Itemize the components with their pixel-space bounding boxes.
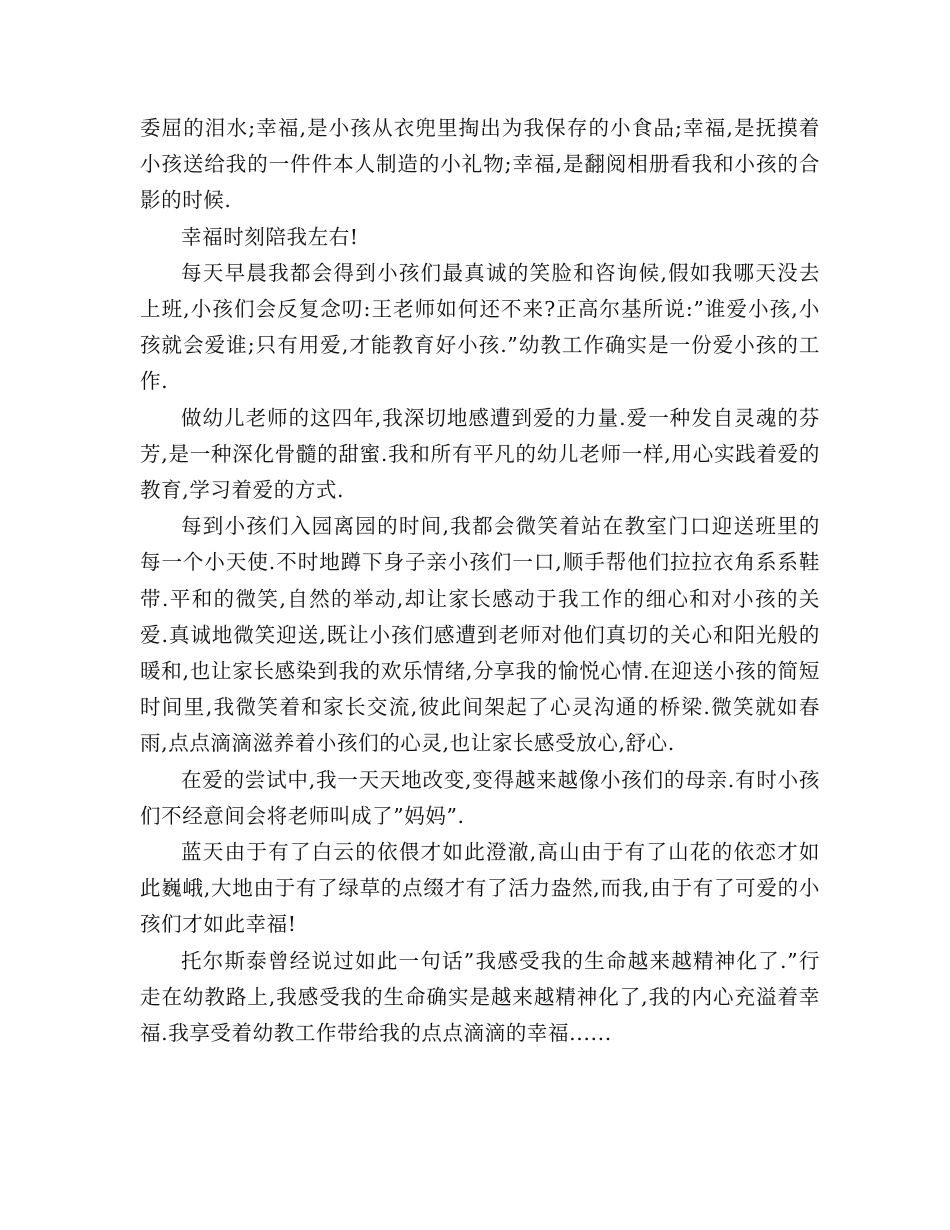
paragraph-7: 蓝天由于有了白云的依偎才如此澄澈,高山由于有了山花的依恋才如此巍峨,大地由于有了绿草的点缀才有了活力盎然,而我,由于有了可爱的小孩们才如此幸福! [140,840,820,937]
paragraph-8: 托尔斯泰曾经说过如此一句话”我感受我的生命越来越精神化了.”行走在幼教路上,我感受我的生命确实是越来越精神化了,我的内心充溢着幸福.我享受着幼教工作带给我的点点滴滴的幸福...... [140,948,820,1046]
paragraph-5: 每到小孩们入园离园的时间,我都会微笑着站在教室门口迎送班里的每一个小天使.不时地蹲下身子亲小孩们一口,顺手帮他们拉拉衣角系系鞋带.平和的微笑,自然的举动,却让家长感动于我工作的细心和对小孩的关爱.真诚地微笑迎送,既让小孩们感遭到老师对他们真切的关心和阳光般的暖和,也让家长感染到我的欢乐情绪,分享我的愉悦心情.在迎送小孩的简短时间里,我微笑着和家长交流,彼此间架起了心灵沟通的桥梁.微笑就如春雨,点点滴滴滋养着小孩们的心灵,也让家长感受放心,舒心. [140,514,820,756]
paragraph-6: 在爱的尝试中,我一天天地改变,变得越来越像小孩们的母亲.有时小孩们不经意间会将老师叫成了”妈妈”. [140,767,820,828]
paragraph-1: 委屈的泪水;幸福,是小孩从衣兜里掏出为我保存的小食品;幸福,是抚摸着小孩送给我的一件件本人制造的小礼物;幸福,是翻阅相册看我和小孩的合影的时候. [140,116,820,213]
paragraph-3: 每天早晨我都会得到小孩们最真诚的笑脸和咨询候,假如我哪天没去上班,小孩们会反复念叨:王老师如何还不来?正高尔基所说:”谁爱小孩,小孩就会爱谁;只有用爱,才能教育好小孩.”幼教工作确实是一份爱小孩的工作. [140,260,820,394]
paragraph-4: 做幼儿老师的这四年,我深切地感遭到爱的力量.爱一种发自灵魂的芬芳,是一种深化骨髓的甜蜜.我和所有平凡的幼儿老师一样,用心实践着爱的教育,学习着爱的方式. [140,405,820,503]
paragraph-2: 幸福时刻陪我左右! [181,224,359,249]
document-body [140,110,820,1051]
